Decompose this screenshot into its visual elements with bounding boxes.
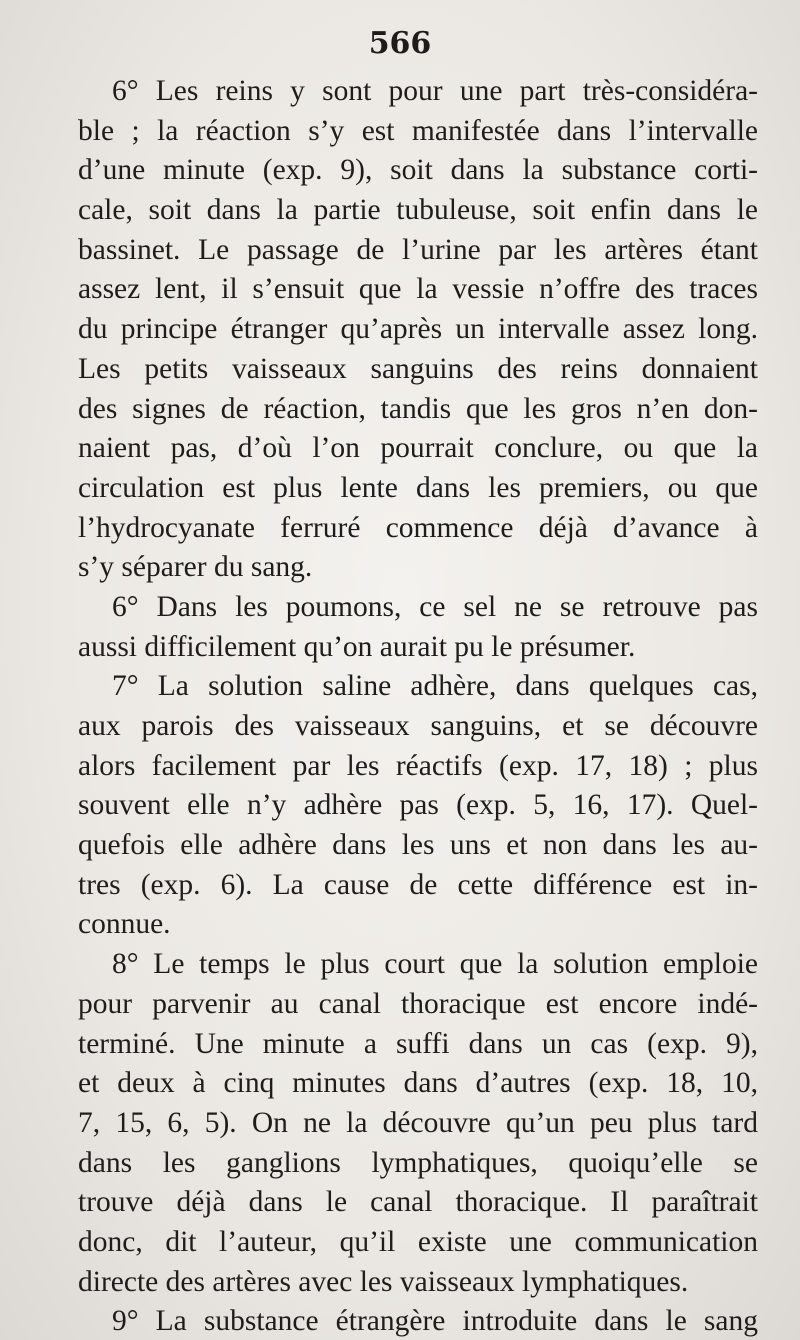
page-number: 566	[368, 26, 432, 61]
text-line: 9° La substance étrangère introduite dans le sang	[112, 1305, 758, 1338]
text-line: dans les ganglions lymphatiques, quoiqu’elle se	[78, 1146, 758, 1179]
text-line: d’une minute (exp. 9), soit dans la substance corti-	[78, 154, 758, 187]
text-line: aussi difficilement qu’on aurait pu le présumer.	[78, 630, 636, 663]
text-line: ble ; la réaction s’y est manifestée dans l’intervalle	[78, 114, 758, 147]
text-line: terminé. Une minute a suffi dans un cas (exp. 9),	[78, 1027, 758, 1060]
text-line: circulation est plus lente dans les premiers, ou que	[78, 471, 758, 504]
text-line: tres (exp. 6). La cause de cette différence est in-	[78, 868, 758, 901]
text-line: aux parois des vaisseaux sanguins, et se découvre	[78, 710, 758, 742]
text-line: assez lent, il s’ensuit que la vessie n’offre des traces	[78, 273, 758, 306]
text-line: des signes de réaction, tandis que les gros n’en don-	[78, 392, 758, 425]
text-line: cale, soit dans la partie tubuleuse, soit enfin dans le	[78, 194, 758, 227]
paragraph-8-temps	[78, 945, 758, 1302]
text-line: 8° Le temps le plus court que la solution emploie	[112, 948, 758, 981]
text-line: l’hydrocyanate ferruré commence déjà d’avance à	[78, 511, 758, 544]
text-line: donc, dit l’auteur, qu’il existe une communication	[78, 1225, 758, 1258]
text-line: 6° Les reins y sont pour une part très-considéra-	[112, 75, 758, 107]
text-line: 6° Dans les poumons, ce sel ne se retrouve pas	[112, 590, 758, 623]
text-line: du principe étranger qu’après un intervalle assez long.	[78, 313, 758, 346]
paragraph-6-reins	[78, 72, 758, 588]
paragraph-7-solution	[78, 667, 758, 945]
text-line: 7° La solution saline adhère, dans quelques cas,	[112, 670, 758, 703]
text-line: Les petits vaisseaux sanguins des reins donnaient	[78, 352, 758, 385]
text-line: s’y séparer du sang.	[78, 551, 313, 584]
paragraph-9-substance	[78, 1302, 758, 1340]
text-line: bassinet. Le passage de l’urine par les artères étant	[78, 233, 758, 266]
text-line: trouve déjà dans le canal thoracique. Il paraîtrait	[78, 1186, 758, 1219]
text-line: souvent elle n’y adhère pas (exp. 5, 16, 17). Quel-	[78, 789, 758, 822]
text-line: directe des artères avec les vaisseaux lymphatiques.	[78, 1265, 689, 1298]
text-line: pour parvenir au canal thoracique est encore indé-	[78, 987, 758, 1020]
text-line: et deux à cinq minutes dans d’autres (exp. 18, 10,	[78, 1067, 758, 1100]
text-line: naient pas, d’où l’on pourrait conclure, ou que la	[78, 432, 758, 465]
body-text	[78, 72, 758, 1340]
paragraph-6-poumons	[78, 588, 758, 667]
text-line: alors facilement par les réactifs (exp. 17, 18) ; plus	[78, 749, 758, 782]
text-line: connue.	[78, 908, 171, 941]
text-line: 7, 15, 6, 5). On ne la découvre qu’un peu plus tard	[78, 1106, 758, 1139]
text-line: quefois elle adhère dans les uns et non dans les au-	[78, 829, 758, 862]
